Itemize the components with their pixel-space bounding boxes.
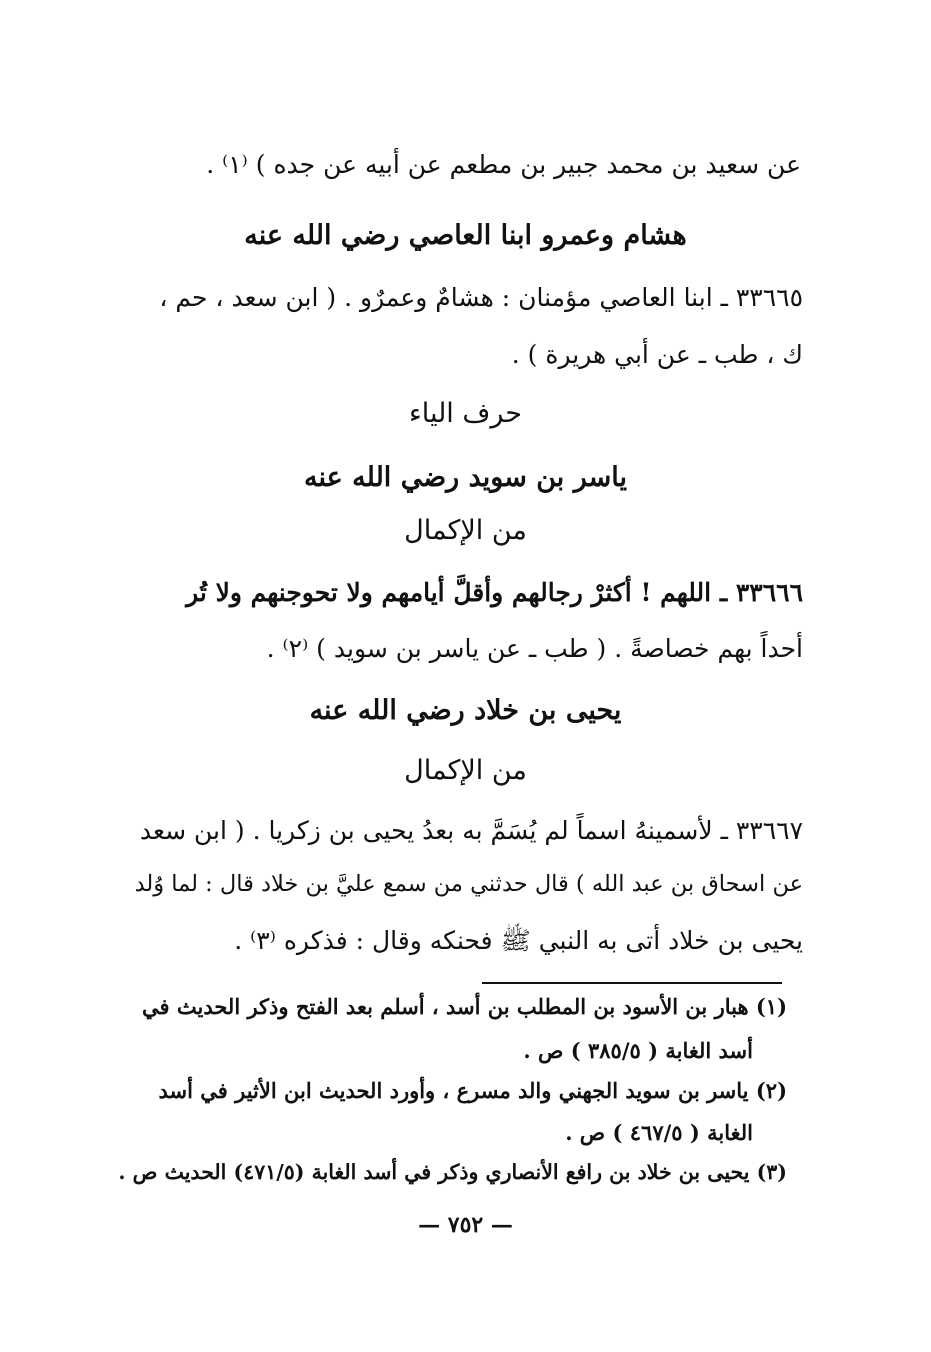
footnote-1-line-1: (١) هبار بن الأسود بن المطلب بن أسد ، أسلم بعد الفتح وذكر الحديث في: [142, 994, 787, 1019]
hadith-33667-line-1: ٣٣٦٦٧ ـ لأسمينهُ اسماً لم يُسَمَّ به بعدُ يحيى بن زكريا . ( ابن سعد: [139, 816, 803, 845]
source-heading-2: من الإكمال: [404, 755, 527, 786]
footnote-divider: [482, 982, 782, 984]
hadith-33666-line-2: أحداً بهم خصاصةً . ( طب ـ عن ياسر بن سويد ) ⁽٢⁾ .: [266, 634, 803, 663]
hadith-33665-line-1: ٣٣٦٦٥ ـ ابنا العاصي مؤمنان : هشامٌ وعمرٌو . ( ابن سعد ، حم ،: [159, 283, 803, 312]
section-title: حرف الياء: [409, 398, 522, 429]
footnote-3-line-1: (٣) يحيى بن خلاد بن رافع الأنصاري وذكر في أسد الغابة (٤٧١/٥) الحديث ص .: [118, 1160, 787, 1184]
footnote-1-line-2: أسد الغابة ( ٣٨٥/٥ ) ص .: [523, 1038, 753, 1063]
hadith-33665-line-2: ك ، طب ـ عن أبي هريرة ) .: [511, 340, 803, 369]
source-heading-1: من الإكمال: [404, 515, 527, 546]
body-line-1: عن سعيد بن محمد جبير بن مطعم عن أبيه عن جده ) ⁽١⁾ .: [206, 150, 801, 179]
heading-yahya-ibn-khallad: يحيى بن خلاد رضي الله عنه: [309, 695, 622, 726]
hadith-33667-line-3: يحيى بن خلاد أتى به النبي ﷺ فحنكه وقال : فذكره ⁽٣⁾ .: [234, 926, 803, 955]
page-number: — ٧٥٢ —: [418, 1212, 513, 1238]
footnote-2-line-1: (٢) ياسر بن سويد الجهني والد مسرع ، وأورد الحديث ابن الأثير في أسد: [158, 1078, 787, 1103]
heading-hisham-amr: هشام وعمرو ابنا العاصي رضي الله عنه: [244, 220, 687, 251]
heading-yasir-ibn-suwayd: ياسر بن سويد رضي الله عنه: [304, 462, 627, 493]
hadith-33667-line-2: عن اسحاق بن عبد الله ) قال حدثني من سمع عليَّ بن خلاد قال : لما وُلد: [134, 871, 803, 897]
hadith-33666-line-1: ٣٣٦٦٦ ـ اللهم ! أكثرْ رجالهم وأقلَّ أيامهم ولا تحوجنهم ولا تُر: [186, 578, 803, 607]
footnote-2-line-2: الغابة ( ٤٦٧/٥ ) ص .: [565, 1120, 753, 1145]
